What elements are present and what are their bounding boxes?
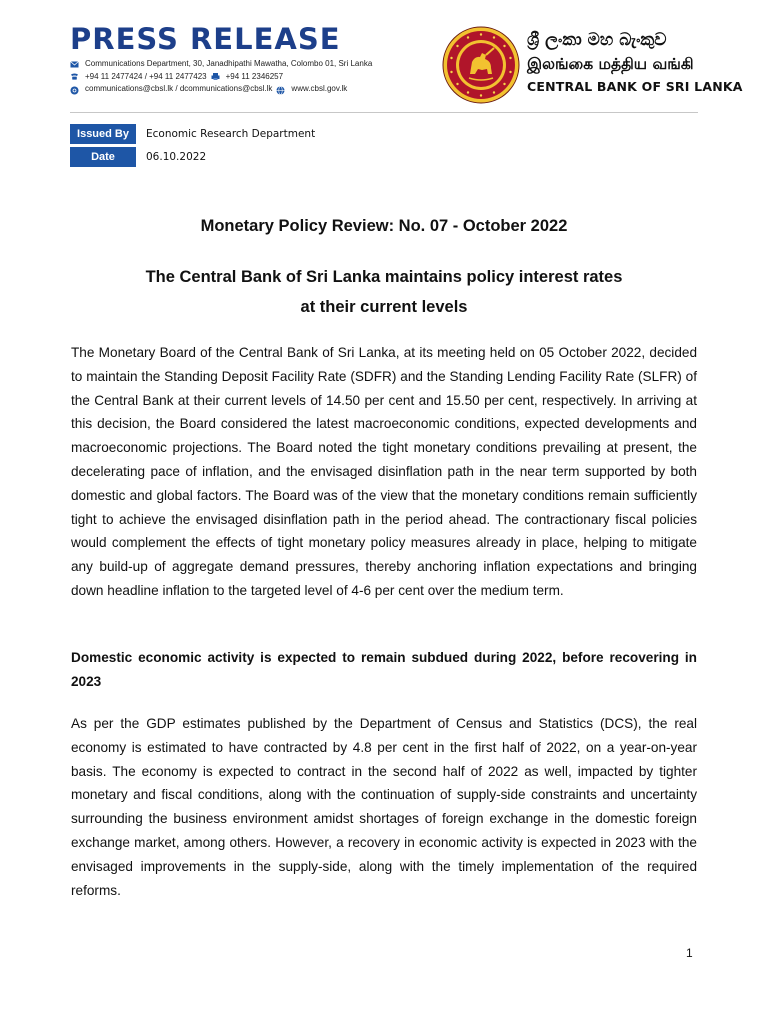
bank-name-tamil: இலங்கை மத்திய வங்கி — [527, 55, 694, 73]
address-row — [70, 58, 372, 71]
website-text[interactable]: www.cbsl.gov.lk — [291, 84, 348, 93]
issued-by-label: Issued By — [70, 124, 136, 144]
bank-name-english: CENTRAL BANK OF SRI LANKA — [527, 79, 743, 94]
email-text[interactable]: communications@cbsl.lk / dcommunications@cbsl.lk — [85, 84, 273, 93]
press-release-header — [0, 0, 768, 112]
press-release-title: PRESS RELEASE — [70, 22, 341, 56]
bank-name-sinhala: ශ්‍රී ලංකා මහ බැංකුව — [527, 30, 667, 50]
at-icon — [70, 86, 79, 93]
issued-by-value: Economic Research Department — [146, 127, 316, 140]
document-title: Monetary Policy Review: No. 07 - October 2022 — [200, 217, 568, 235]
phone-text: +94 11 2477424 / +94 11 2477423 — [85, 71, 207, 81]
document-subtitle — [70, 262, 698, 322]
fax-icon — [211, 73, 220, 80]
page-number: 1 — [686, 946, 693, 960]
subtitle-line-2: at their current levels — [300, 298, 468, 316]
phone-row — [70, 71, 372, 84]
contact-info — [70, 58, 372, 96]
fax-text: +94 11 2346257 — [225, 71, 284, 81]
central-bank-seal — [442, 26, 520, 104]
body-paragraph-2: As per the GDP estimates published by the Department of Census and Statistics (DCS), the real economy is estimated to have contracted by 4.8 per cent in the first half of 2022, on a year-on-year basis. The economy is expected to contract in the second half of 2022 as well, impacted by tighter monetary and fiscal conditions, along with the continuation of supply-side constraints and uncertainty surrounding the business environment amidst shortages of foreign exchange in the domestic foreign exchange market, among others. However, a recovery in economic activity is expected in 2023 with the envisaged improvements in the supply-side, along with the timely implementation of the required reforms. — [71, 716, 697, 898]
body-paragraph-1: The Monetary Board of the Central Bank of Sri Lanka, at its meeting held on 05 October 2022, decided to maintain the Standing Deposit Facility Rate (SDFR) and the Standing Lending Facility Rate (SLFR) of the Central Bank at their current levels of 14.50 per cent and 15.50 per cent, respectively. In arriving at this decision, the Board considered the latest macroeconomic conditions, expected developments and macroeconomic projections. The Board noted the tight monetary conditions prevailing at present, the decelerating pace of inflation, and the envisaged disinflation path in the near term supported by both domestic and global factors. The Board was of the view that the monetary conditions remain sufficiently tight to achieve the envisaged disinflation path in the period ahead. The contractionary fiscal policies would complement the effects of tight monetary policy measures already in place, helping to mitigate any build-up of aggregate demand pressures, thereby anchoring inflation expectations and bringing down headline inflation to the targeted level of 4-6 per cent over the medium term. — [71, 345, 697, 598]
envelope-icon — [70, 61, 79, 68]
phone-icon — [70, 73, 79, 80]
bank-name-block — [527, 28, 743, 98]
date-label: Date — [70, 147, 136, 167]
date-value: 06.10.2022 — [146, 150, 207, 163]
section-heading: Domestic economic activity is expected to remain subdued during 2022, before recovering in 2023 — [71, 650, 697, 689]
globe-icon — [276, 86, 285, 93]
address-text: Communications Department, 30, Janadhipathi Mawatha, Colombo 01, Sri Lanka — [85, 59, 373, 68]
date-row — [70, 146, 315, 167]
header-divider — [70, 112, 698, 113]
issued-by-row — [70, 123, 315, 144]
email-row — [70, 83, 372, 96]
subtitle-line-1: The Central Bank of Sri Lanka maintains policy interest rates — [145, 268, 623, 286]
release-meta — [70, 123, 315, 169]
